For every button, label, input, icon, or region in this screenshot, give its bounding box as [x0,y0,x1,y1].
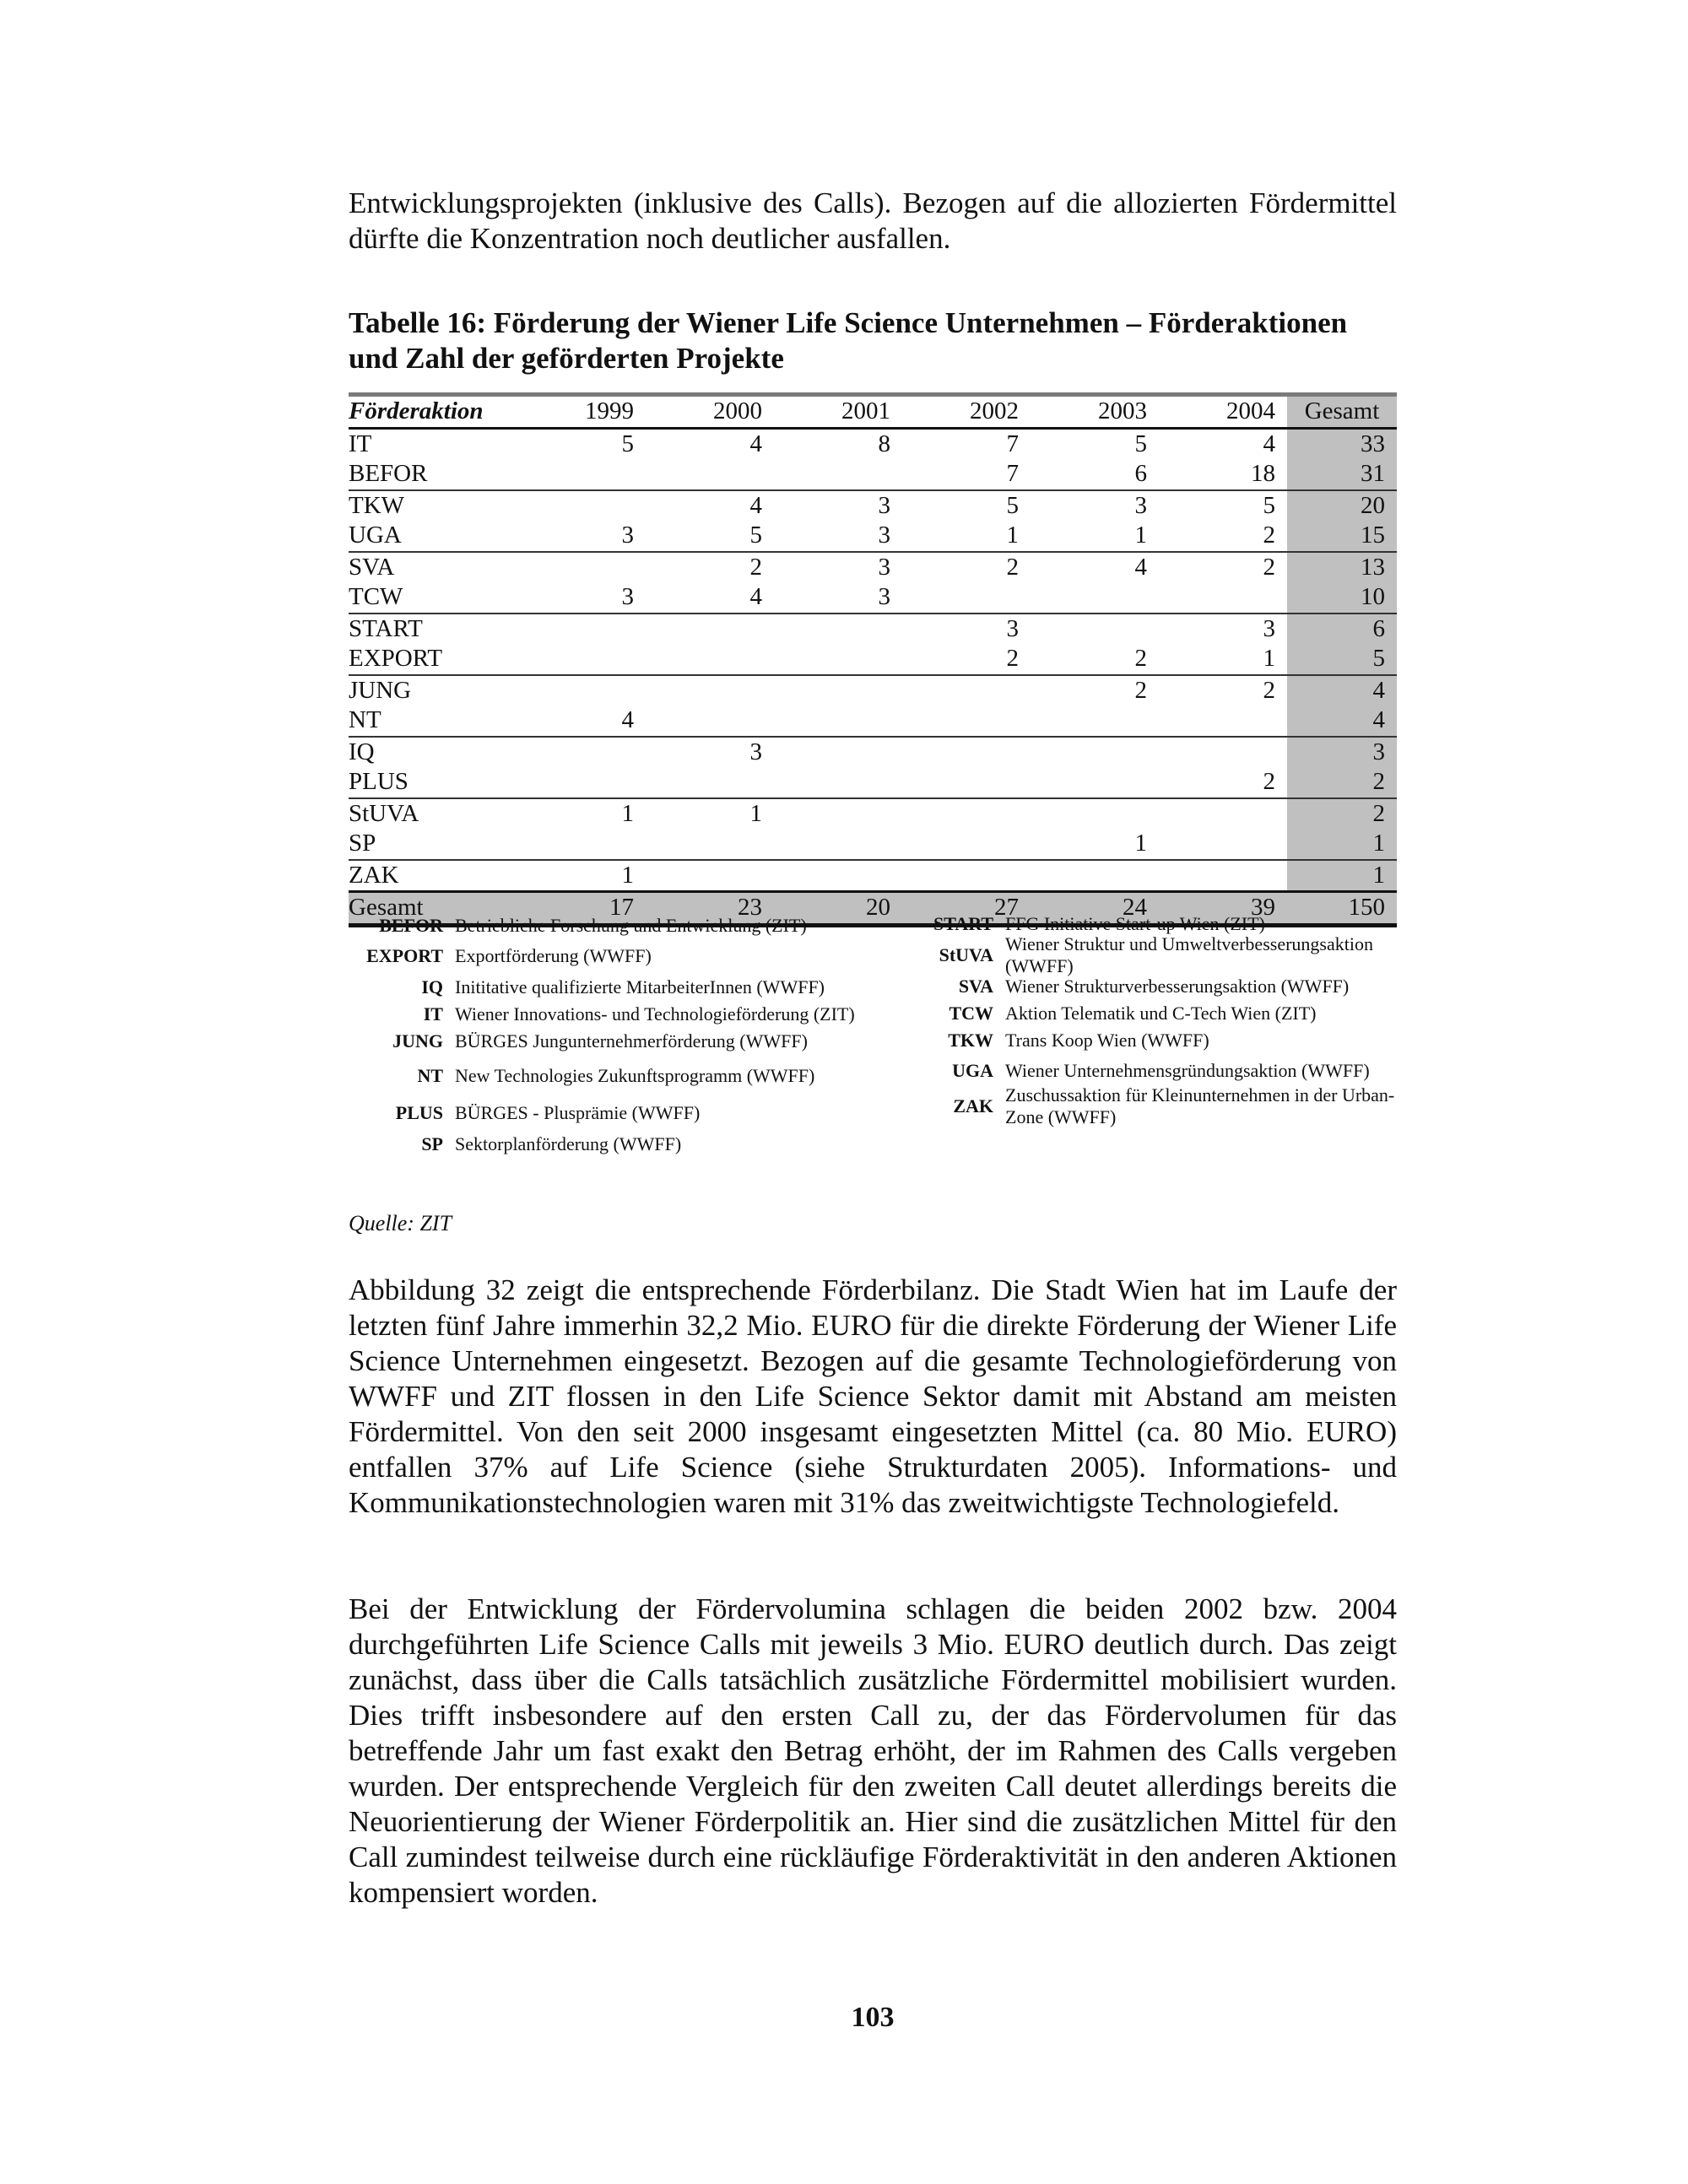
legend-item [349,973,906,1002]
cell-value [774,860,902,892]
row-label: UGA [349,521,517,552]
legend-column-right [909,911,1415,1127]
body-paragraph: Bei der Entwicklung der Fördervolumina schlagen die beiden 2002 bzw. 2004 durchgeführten Life Science Calls mit jeweils 3 Mio. EURO deutlich durch. Das zeigt zunächst, dass über die Calls tatsächlich zusätzliche Fördermittel mobilisiert wurden. Dies trifft insbesondere auf den ersten Call zu, der das Fördervolumen für das betreffende Jahr um fast exakt den Betrag erhöht, der im Rahmen des Calls vergeben wurden. Der entsprechende Vergleich für den zweiten Call deutet allerdings bereits die Neuorientierung der Wiener Förderpolitik an. Hier sind die zusätzlichen Mittel für den Call zumindest teilweise durch eine rückläufige Förderaktivität in den anderen Aktionen kompensiert worden. [349,1592,1397,1909]
cell-value [517,490,646,522]
sum-value: 17 [517,892,646,926]
sum-value: 20 [774,892,902,926]
sum-value: 23 [646,892,774,926]
cell-value [774,459,902,490]
row-total: 31 [1287,459,1397,490]
cell-value [1159,829,1287,860]
cell-value [774,614,902,645]
cell-value: 3 [517,582,646,614]
cell-value [902,675,1031,706]
cell-value [517,644,646,675]
table-caption: Tabelle 16: Förderung der Wiener Life Science Unternehmen – Förderaktionen und Zahl der geförderten Projekte [349,306,1348,375]
cell-value: 3 [774,521,902,552]
legend-description: Wiener Struktur und Umweltverbesserungsaktion (WWFF) [1005,933,1373,976]
legend-code: TKW [948,1030,993,1051]
table-row [349,521,1397,552]
row-label: NT [349,705,517,737]
cell-value: 5 [1134,430,1147,457]
row-label: JUNG [349,676,412,704]
row-total: 33 [1287,428,1397,459]
cell-value: 2 [1159,521,1287,552]
row-total: 2 [1287,767,1397,798]
legend-item [349,1056,906,1096]
cell-value [902,705,1031,737]
legend-code: TCW [949,1003,993,1024]
cell-value [1031,860,1159,892]
sum-value: 27 [902,892,1031,926]
cell-value: 1 [1031,829,1159,860]
cell-value [774,767,902,798]
cell-value: 3 [1263,614,1275,642]
table-row [349,644,1397,675]
legend-code: NT [417,1065,443,1086]
cell-value: 2 [1159,767,1287,798]
cell-value [902,767,1031,798]
table-body [349,428,1397,925]
body-paragraph: Abbildung 32 zeigt die entsprechende Förderbilanz. Die Stadt Wien hat im Laufe der letzten fünf Jahre immerhin 32,2 Mio. EURO für die direkte Förderung der Wiener Life Science Unternehmen eingesetzt. Bezogen auf die gesamte Technologieförderung von WWFF und ZIT flossen in den Life Science Sektor damit mit Abstand am meisten Fördermittel. Von den seit 2000 insgesamt eingesetzten Mittel (ca. 80 Mio. EURO) entfallen 37% auf Life Science (siehe Strukturdaten 2005). Informations- und Kommunikationstechnologien waren mit 31% das zweitwichtigste Technologiefeld. [349,1273,1397,1519]
source-note: Quelle: ZIT [349,1211,452,1235]
cell-value [902,798,1031,830]
legend-description: New Technologies Zukunftsprogramm (WWFF) [455,1065,815,1086]
legend-code: SVA [958,976,993,997]
legend-code: IQ [421,976,443,997]
legend-description: Aktion Telematik und C-Tech Wien (ZIT) [1005,1003,1317,1024]
row-label: ZAK [349,861,399,889]
cell-value: 4 [1134,553,1147,581]
table-row [349,798,1397,830]
row-label: EXPORT [349,644,517,675]
legend-code: StUVA [939,944,993,965]
cell-value: 3 [1134,491,1147,519]
legend-code: BEFOR [379,914,443,936]
row-total: 1 [1287,829,1397,860]
cell-value: 3 [1006,614,1019,642]
row-total: 15 [1287,521,1397,552]
funding-table-container [349,392,1397,927]
cell-value [1159,582,1287,614]
legend-item [909,999,1415,1028]
row-total: 4 [1287,675,1397,706]
legend-description: Trans Koop Wien (WWFF) [1005,1030,1209,1051]
legend-description: Inititative qualifizierte MitarbeiterInnen (WWFF) [455,976,825,997]
row-label: IQ [349,738,375,765]
legend-item [349,1096,906,1130]
cell-value [517,767,646,798]
column-header: 2001 [774,395,902,429]
legend-item [349,1027,906,1056]
cell-value: 2 [1134,676,1147,704]
cell-value: 2 [1263,553,1275,581]
legend-description: BÜRGES - Plusprämie (WWFF) [455,1102,701,1123]
cell-value [1159,705,1287,737]
cell-value [1031,767,1159,798]
cell-value [646,860,774,892]
cell-value [1031,705,1159,737]
table-row [349,582,1397,614]
cell-value [774,798,902,830]
cell-value [1031,614,1159,645]
legend-description: Betriebliche Forschung und Entwicklung (ZIT) [455,914,807,936]
row-total: 10 [1287,582,1397,614]
row-label: PLUS [349,767,517,798]
grand-total: 150 [1287,892,1397,926]
cell-value [517,614,646,645]
cell-value [774,675,902,706]
row-total: 1 [1287,860,1397,892]
cell-value [646,705,774,737]
row-label: TCW [349,582,517,614]
cell-value [1031,582,1159,614]
table-row [349,614,1397,645]
column-header: Förderaktion [349,395,517,429]
cell-value: 2 [1263,676,1275,704]
cell-value [646,644,774,675]
legend-description: Sektorplanförderung (WWFF) [455,1133,682,1154]
cell-value [517,829,646,860]
cell-value: 1 [1031,521,1159,552]
cell-value: 7 [1006,430,1019,457]
row-label: SVA [349,553,395,581]
legend-code: SP [421,1133,443,1154]
row-label: TKW [349,491,405,519]
column-header-total: Gesamt [1287,395,1397,429]
cell-value [774,737,902,768]
legend-code: START [933,913,993,934]
cell-value [774,644,902,675]
cell-value: 2 [1006,553,1019,581]
table-row [349,767,1397,798]
cell-value [646,675,774,706]
cell-value [646,614,774,645]
legend-item [909,933,1415,976]
cell-value: 1 [902,521,1031,552]
legend-description: Wiener Innovations- und Technologieförderung (ZIT) [455,1003,855,1024]
table-row [349,860,1397,892]
cell-value [646,767,774,798]
legend-code: ZAK [953,1095,993,1116]
cell-value [902,829,1031,860]
column-header: 2004 [1159,395,1287,429]
row-label: StUVA [349,799,419,827]
legend-item [909,1028,1415,1053]
cell-value: 3 [774,582,902,614]
legend-description: BÜRGES Jungunternehmerförderung (WWFF) [455,1030,808,1051]
legend-item [909,974,1415,999]
cell-value [517,737,646,768]
cell-value: 7 [902,459,1031,490]
cell-value: 1 [749,799,762,827]
legend-description: Zuschussaktion für Kleinunternehmen in der Urban-Zone (WWFF) [1005,1084,1395,1127]
table-header-row [349,395,1397,429]
cell-value: 5 [646,521,774,552]
cell-value: 1 [1159,644,1287,675]
cell-value [517,675,646,706]
sum-label: Gesamt [349,892,517,926]
legend-code: EXPORT [366,945,443,966]
cell-value [902,860,1031,892]
legend-item [349,1002,906,1027]
cell-value: 4 [749,430,762,457]
legend-item [349,939,906,973]
cell-value: 8 [878,430,890,457]
row-total: 2 [1287,798,1397,830]
legend-item [349,1130,906,1159]
table-row [349,428,1397,459]
legend-item [909,1084,1415,1127]
cell-value [517,552,646,583]
cell-value [902,737,1031,768]
cell-value: 5 [1006,491,1019,519]
legend-item [349,911,906,939]
row-label: BEFOR [349,459,517,490]
intro-paragraph: Entwicklungsprojekten (inklusive des Calls). Bezogen auf die allozierten Fördermittel dürfte die Konzentration noch deutlicher ausfallen. [349,187,1397,255]
cell-value: 18 [1159,459,1287,490]
cell-value: 6 [1031,459,1159,490]
legend-item [909,1053,1415,1089]
row-total: 13 [1287,552,1397,583]
table-row [349,490,1397,522]
legend-code: PLUS [395,1102,443,1123]
sum-value: 24 [1031,892,1159,926]
funding-table [349,392,1397,927]
row-label: IT [349,430,372,457]
legend-code: IT [423,1003,443,1024]
row-total: 20 [1287,490,1397,522]
cell-value [1031,798,1159,830]
table-row [349,552,1397,583]
cell-value: 3 [878,491,890,519]
column-header: 1999 [517,395,646,429]
sum-value: 39 [1159,892,1287,926]
legend-description: FFG Initiative Start-up Wien (ZIT) [1005,913,1265,934]
legend-column-left [349,911,906,1159]
cell-value [1159,798,1287,830]
table-row [349,737,1397,768]
table-row [349,829,1397,860]
cell-value [902,582,1031,614]
cell-value: 2 [1031,644,1159,675]
cell-value: 1 [621,799,634,827]
cell-value: 5 [621,430,634,457]
row-total: 5 [1287,644,1397,675]
column-header: 2002 [902,395,1031,429]
cell-value: 3 [749,738,762,765]
row-total: 6 [1287,614,1397,645]
table-row [349,675,1397,706]
table-row [349,705,1397,737]
cell-value: 4 [749,491,762,519]
cell-value: 4 [646,582,774,614]
cell-value [1159,860,1287,892]
cell-value: 2 [749,553,762,581]
cell-value: 4 [1263,430,1275,457]
table-row [349,459,1397,490]
legend-code: UGA [952,1060,993,1081]
cell-value: 1 [621,861,634,889]
legend-description: Exportförderung (WWFF) [455,945,652,966]
cell-value: 5 [1263,491,1275,519]
cell-value [1159,737,1287,768]
column-header: 2000 [646,395,774,429]
legend-description: Wiener Unternehmensgründungsaktion (WWFF) [1005,1060,1370,1081]
column-header: 2003 [1031,395,1159,429]
cell-value: 3 [878,553,890,581]
cell-value [646,829,774,860]
row-total: 3 [1287,737,1397,768]
row-total: 4 [1287,705,1397,737]
legend-code: JUNG [392,1030,443,1051]
legend-description: Wiener Strukturverbesserungsaktion (WWFF) [1005,976,1350,997]
cell-value [774,705,902,737]
row-label: START [349,614,423,642]
row-label: SP [349,829,517,860]
cell-value: 4 [517,705,646,737]
cell-value [646,459,774,490]
page-number: 103 [851,2002,895,2033]
cell-value: 3 [517,521,646,552]
cell-value [774,829,902,860]
cell-value [1031,737,1159,768]
cell-value [517,459,646,490]
cell-value: 2 [902,644,1031,675]
